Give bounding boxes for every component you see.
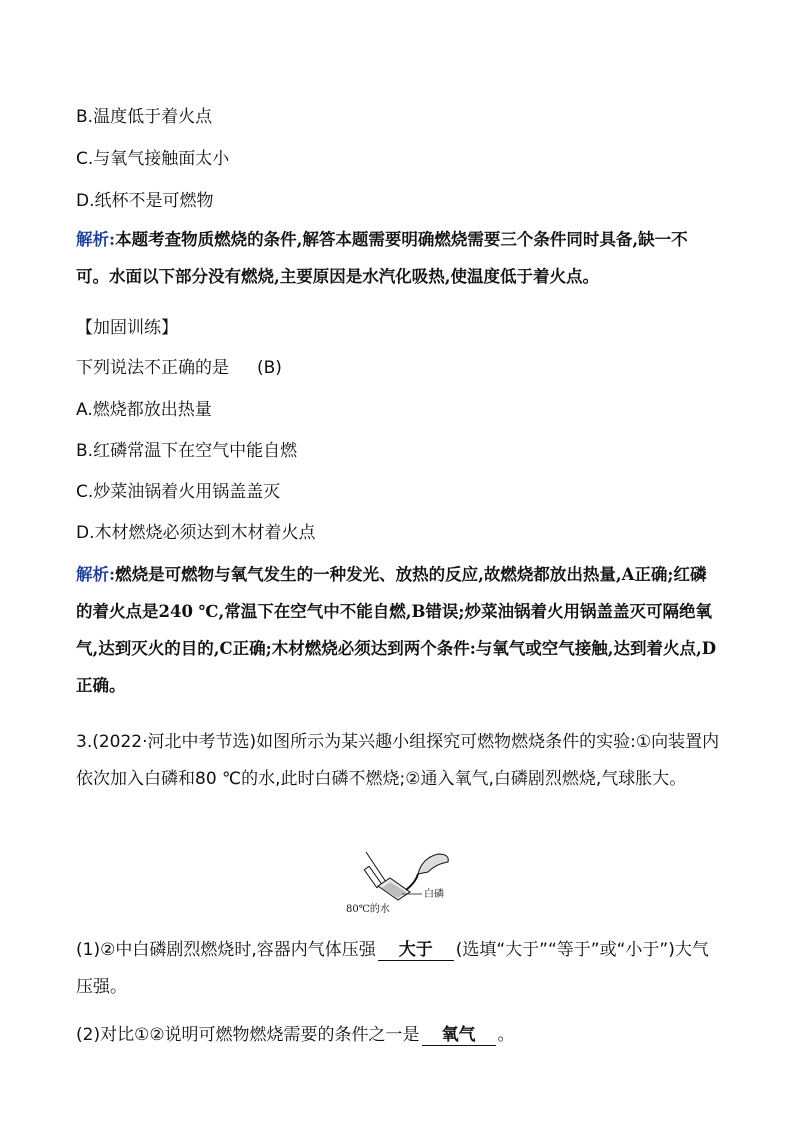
phosphorus-label: 白磷: [424, 889, 444, 900]
option-b: B.温度低于着火点: [76, 107, 213, 127]
option-c: C.炒菜油锅着火用锅盖盖灭: [76, 482, 281, 502]
option-d: D.纸杯不是可燃物: [76, 191, 214, 211]
answer-choice: (B): [257, 358, 282, 378]
analysis-label: 解析:: [76, 230, 116, 249]
sub-question-2: [76, 1023, 515, 1047]
option-d: D.木材燃烧必须达到木材着火点: [76, 523, 316, 543]
syringe-icon: [364, 866, 382, 887]
answer-blank-1: 大于: [378, 940, 454, 961]
analysis-1: [76, 221, 720, 295]
question-3-stem: 3.(2022·河北中考节选)如图所示为某兴趣小组探究可燃物燃烧条件的实验:①向装置内依次加入白磷和80 ℃的水,此时白磷不燃烧;②通入氧气,白磷剧烈燃烧,气球胀大。: [76, 732, 720, 789]
sub1-text-after: (选填“大于”“等于”或“小于”)大气压强。: [76, 940, 709, 997]
tube: [406, 874, 418, 890]
experiment-figure: [338, 848, 458, 916]
sub-question-1: [76, 932, 720, 1006]
option-c: C.与氧气接触面太小: [76, 149, 230, 169]
sub2-text-before: (2)对比①②说明可燃物燃烧需要的条件之一是: [76, 1025, 420, 1045]
option-a: A.燃烧都放出热量: [76, 400, 212, 420]
sub1-text-before: (1)②中白磷剧烈燃烧时,容器内气体压强: [76, 940, 376, 960]
section-title: 【加固训练】: [76, 318, 178, 338]
analysis-text: 燃烧是可燃物与氧气发生的一种发光、放热的反应,故燃烧都放出热量,A正确;红磷的着火点是240 ℃,常温下在空气中不能自燃,B错误;炒菜油锅着火用锅盖盖灭可隔绝氧气,达到灭火的目的,C正确;木材燃烧必须达到两个条件:与氧气或空气接触,达到着火点,D正确。: [76, 565, 717, 695]
sub2-text-after: 。: [497, 1025, 515, 1045]
analysis-2: [76, 556, 720, 704]
question-2-stem: [76, 356, 282, 380]
balloon-icon: [418, 854, 448, 874]
analysis-label: 解析:: [76, 565, 116, 584]
water-label: 80℃的水: [346, 904, 390, 915]
analysis-text: 本题考查物质燃烧的条件,解答本题需要明确燃烧需要三个条件同时具备,缺一不可。水面以下部分没有燃烧,主要原因是水汽化吸热,使温度低于着火点。: [76, 230, 688, 286]
question-stem: 下列说法不正确的是: [76, 358, 229, 378]
option-b: B.红磷常温下在空气中能自燃: [76, 441, 298, 461]
answer-blank-2: 氧气: [422, 1025, 496, 1046]
container-icon: [378, 878, 410, 900]
